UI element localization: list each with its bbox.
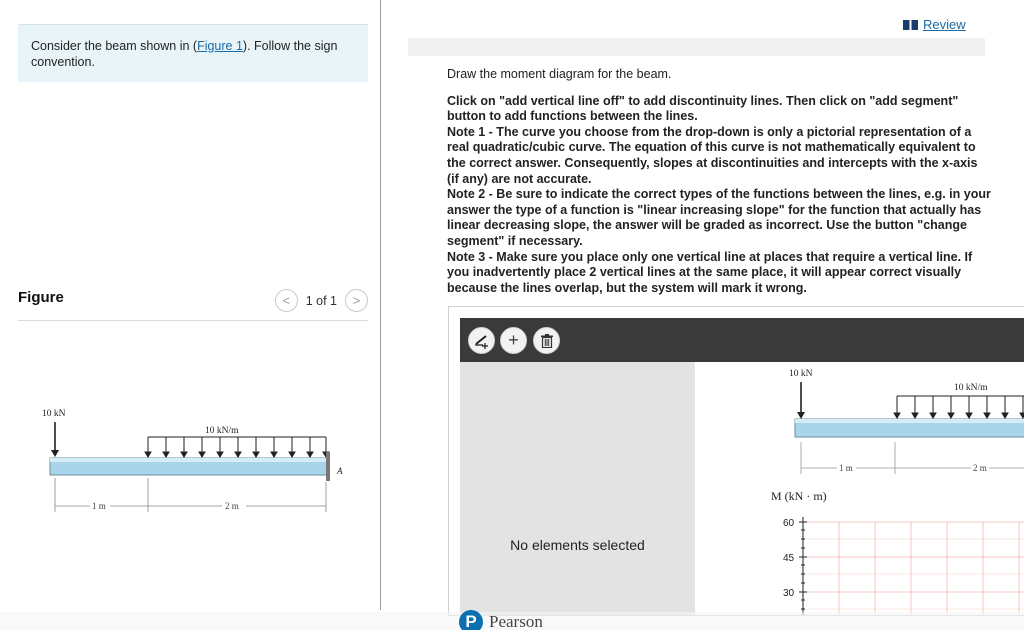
book-icon	[903, 20, 918, 30]
instruction-note-2: Note 2 - Be sure to indicate the correct types of the functions between the lines, e.g. in your answer the type of a function is "linear increasing slope" for the function that actually has linear decreasing slope, the answer will be graded as incorrect. Use the button "change segment" if necessary.	[447, 187, 991, 248]
problem-statement	[18, 24, 368, 82]
drawing-tool	[448, 306, 1024, 616]
no-selection-message: No elements selected	[510, 537, 645, 553]
instruction-main: Draw the moment diagram for the beam.	[447, 67, 672, 81]
figure-link[interactable]: Figure 1	[197, 39, 243, 53]
figure-title: Figure	[18, 289, 64, 306]
pearson-brand-text: Pearson	[489, 612, 543, 630]
canvas-dist-load-arrows	[894, 396, 1024, 418]
trash-icon	[541, 334, 553, 348]
moment-axis-label: M (kN · m)	[771, 489, 827, 503]
canvas-svg	[699, 362, 1024, 616]
drawing-canvas[interactable]	[699, 362, 1024, 616]
fixed-support	[326, 452, 330, 481]
axis-tick-label: 30	[783, 588, 795, 599]
delete-button[interactable]	[533, 327, 560, 354]
dist-load-label: 10 kN/m	[205, 426, 239, 436]
axis-tick-label: 45	[783, 553, 795, 564]
previous-figure-button[interactable]: <	[275, 289, 298, 312]
part-header-strip	[408, 38, 985, 56]
canvas-dist-load-label: 10 kN/m	[954, 383, 988, 393]
instruction-steps: Click on "add vertical line off" to add discontinuity lines. Then click on "add segment" button to add functions between the lines.	[447, 93, 959, 124]
instruction-note-1: Note 1 - The curve you choose from the drop-down is only a pictorial representation of a real quadratic/cubic curve. The equation of this curve is not mathematically equivalent to the correct answer. Consequently, slopes at discontinuities and intercepts with the x-axis (if any) are not accurate.	[447, 124, 978, 186]
pearson-logo-icon: P	[459, 610, 483, 630]
figure-header	[18, 286, 368, 321]
axis-tick-label: 60	[783, 518, 795, 529]
instructions	[447, 67, 992, 296]
add-segment-icon: +	[508, 330, 519, 350]
canvas-dim-label-1: 1 m	[839, 463, 853, 473]
point-load-label: 10 kN	[42, 409, 66, 419]
moment-grid	[803, 522, 1024, 616]
figure-pager	[275, 289, 368, 312]
problem-text-end: ). Follow the sign convention.	[31, 39, 338, 69]
properties-panel	[460, 362, 695, 616]
add-segment-button[interactable]	[500, 327, 527, 354]
review-label: Review	[923, 17, 966, 32]
drawing-toolbar	[460, 318, 1024, 362]
beam-figure	[30, 400, 350, 520]
dim-label-1: 1 m	[92, 501, 106, 511]
support-label: A	[337, 466, 343, 476]
add-vertical-line-icon	[474, 333, 490, 349]
left-pane	[0, 0, 381, 610]
dim-label-2: 2 m	[225, 501, 239, 511]
add-vertical-line-button[interactable]	[468, 327, 495, 354]
next-figure-button[interactable]: >	[345, 289, 368, 312]
review-link[interactable]	[903, 17, 966, 32]
canvas-point-load-label: 10 kN	[789, 369, 813, 379]
figure-page-indicator: 1 of 1	[305, 293, 337, 308]
canvas-dim-label-2: 2 m	[973, 463, 987, 473]
problem-text: Consider the beam shown in (	[31, 39, 198, 53]
dist-load-arrows	[145, 437, 329, 457]
instruction-note-3: Note 3 - Make sure you place only one vertical line at places that require a vertical line. If you inadvertently place 2 vertical lines at the same place, it will appear correct visually because the lines overlap, but the system will mark it wrong.	[447, 249, 973, 295]
pearson-logo	[459, 610, 543, 630]
